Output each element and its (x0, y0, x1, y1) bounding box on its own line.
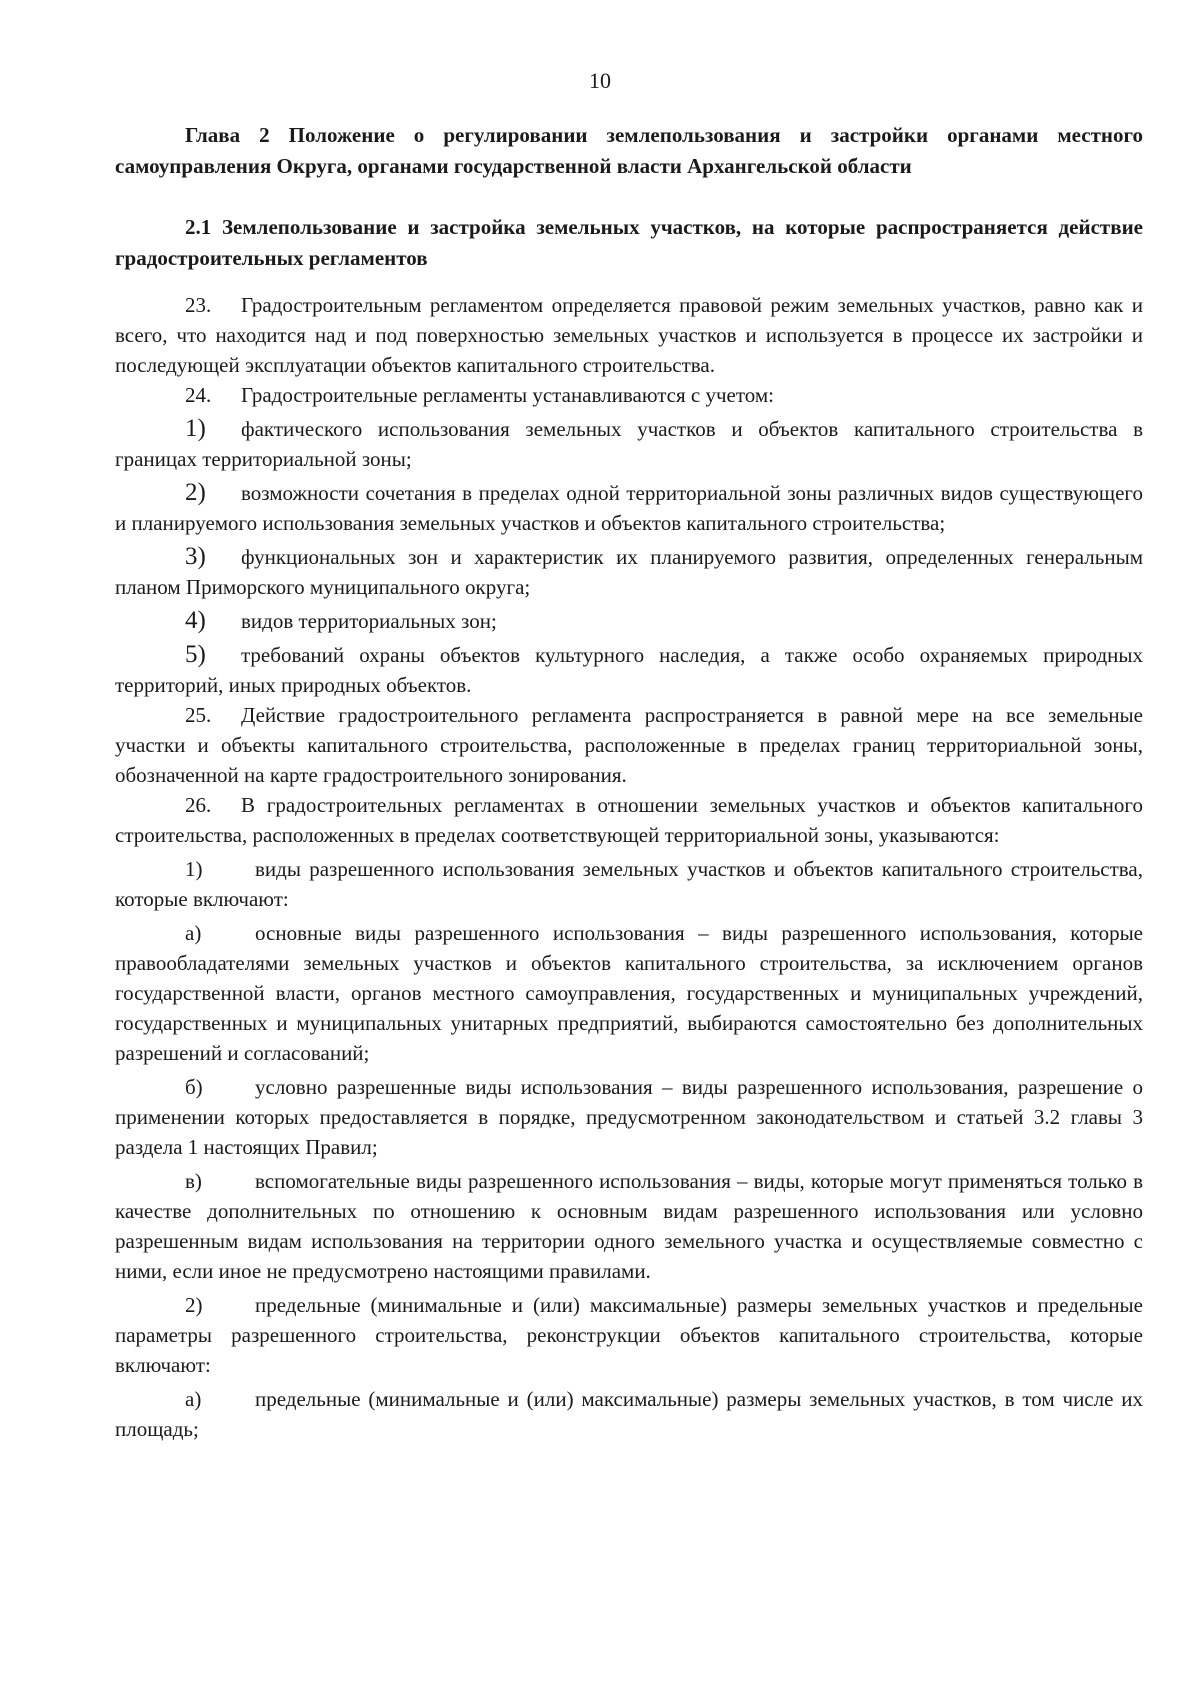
item-number: 2) (185, 1293, 203, 1317)
item-text: вспомогательные виды разрешенного использования – виды, которые могут применяться только в качестве дополнительных по отношению к основным видам разрешенного использования или условно разрешенным видам использования на территории одного земельного участка и осуществляемые совместно с ними, если иное не предусмотрено настоящими правилами. (115, 1169, 1143, 1283)
section-heading: 2.1 Землепользование и застройка земельных участков, на которые распространяется действие градостроительных регламентов (115, 215, 1143, 270)
item-text: основные виды разрешенного использования – виды разрешенного использования, которые правообладателями земельных участков и объектов капитального строительства, за исключением органов государственной власти, органов местного самоуправления, государственных и муниципальных учреждений, государственных и муниципальных унитарных предприятий, выбираются самостоятельно без дополнительных разрешений и согласований; (115, 921, 1143, 1065)
paragraph-text: Градостроительные регламенты устанавливаются с учетом: (241, 383, 774, 407)
list-item-24-4 (115, 606, 1143, 636)
item-text: фактического использования земельных участков и объектов капитального строительства в границах территориальной зоны; (115, 417, 1143, 471)
item-letter: в) (185, 1169, 202, 1193)
paragraph-number: 24. (185, 383, 212, 407)
chapter-heading: Глава 2 Положение о регулировании землепользования и застройки органами местного самоуправления Округа, органами государственной власти Архангельской области (115, 123, 1143, 178)
item-number: 1) (185, 857, 203, 881)
paragraph-text: Градостроительным регламентом определяется правовой режим земельных участков, равно как и всего, что находится над и под поверхностью земельных участков и используется в процессе их застройки и последующей эксплуатации объектов капитального строительства. (115, 293, 1143, 377)
list-item-26-1 (115, 854, 1143, 914)
item-letter: а) (185, 1387, 202, 1411)
paragraph-text: Действие градостроительного регламента распространяется в равной мере на все земельные участки и объекты капитального строительства, расположенные в пределах границ территориальной зоны, обозначенной на карте градостроительного зонирования. (115, 703, 1143, 787)
item-text: функциональных зон и характеристик их планируемого развития, определенных генеральным планом Приморского муниципального округа; (115, 545, 1143, 599)
paragraph-25 (115, 700, 1143, 790)
paragraph-26 (115, 790, 1143, 850)
item-number: 2) (185, 479, 206, 506)
list-item-26-2 (115, 1290, 1143, 1380)
item-letter: а) (185, 921, 202, 945)
list-item-24-5 (115, 640, 1143, 700)
item-text: предельные (минимальные и (или) максимальные) размеры земельных участков и предельные параметры разрешенного строительства, реконструкции объектов капитального строительства, которые включают: (115, 1293, 1143, 1377)
item-text: условно разрешенные виды использования – виды разрешенного использования, разрешение о применении которых предоставляется в порядке, предусмотренном законодательством и статьей 3.2 главы 3 раздела 1 настоящих Правил; (115, 1075, 1143, 1159)
item-text: требований охраны объектов культурного наследия, а также особо охраняемых природных территорий, иных природных объектов. (115, 643, 1143, 697)
item-text: возможности сочетания в пределах одной территориальной зоны различных видов существующего и планируемого использования земельных участков и объектов капитального строительства; (115, 481, 1143, 535)
paragraph-23 (115, 290, 1143, 380)
item-text: виды разрешенного использования земельных участков и объектов капитального строительства, которые включают: (115, 857, 1143, 911)
item-number: 1) (185, 415, 206, 442)
list-item-26-2-a (115, 1384, 1143, 1444)
item-text: предельные (минимальные и (или) максимальные) размеры земельных участков, в том числе их площадь; (115, 1387, 1143, 1441)
paragraph-number: 25. (185, 703, 212, 727)
list-item-24-3 (115, 542, 1143, 602)
list-item-26-1-a (115, 918, 1143, 1068)
list-item-24-1 (115, 414, 1143, 474)
page-number: 10 (589, 68, 611, 93)
list-item-26-1-b (115, 1072, 1143, 1162)
item-number: 4) (185, 607, 206, 634)
item-letter: б) (185, 1075, 203, 1099)
item-number: 5) (185, 641, 206, 668)
paragraph-text: В градостроительных регламентах в отношении земельных участков и объектов капитального строительства, расположенных в пределах соответствующей территориальной зоны, указываются: (115, 793, 1143, 847)
paragraph-number: 23. (185, 293, 212, 317)
item-number: 3) (185, 543, 206, 570)
item-text: видов территориальных зон; (241, 609, 497, 633)
document-body (115, 120, 1143, 1444)
paragraph-number: 26. (185, 793, 212, 817)
list-item-24-2 (115, 478, 1143, 538)
list-item-26-1-v (115, 1166, 1143, 1286)
paragraph-24 (115, 380, 1143, 410)
